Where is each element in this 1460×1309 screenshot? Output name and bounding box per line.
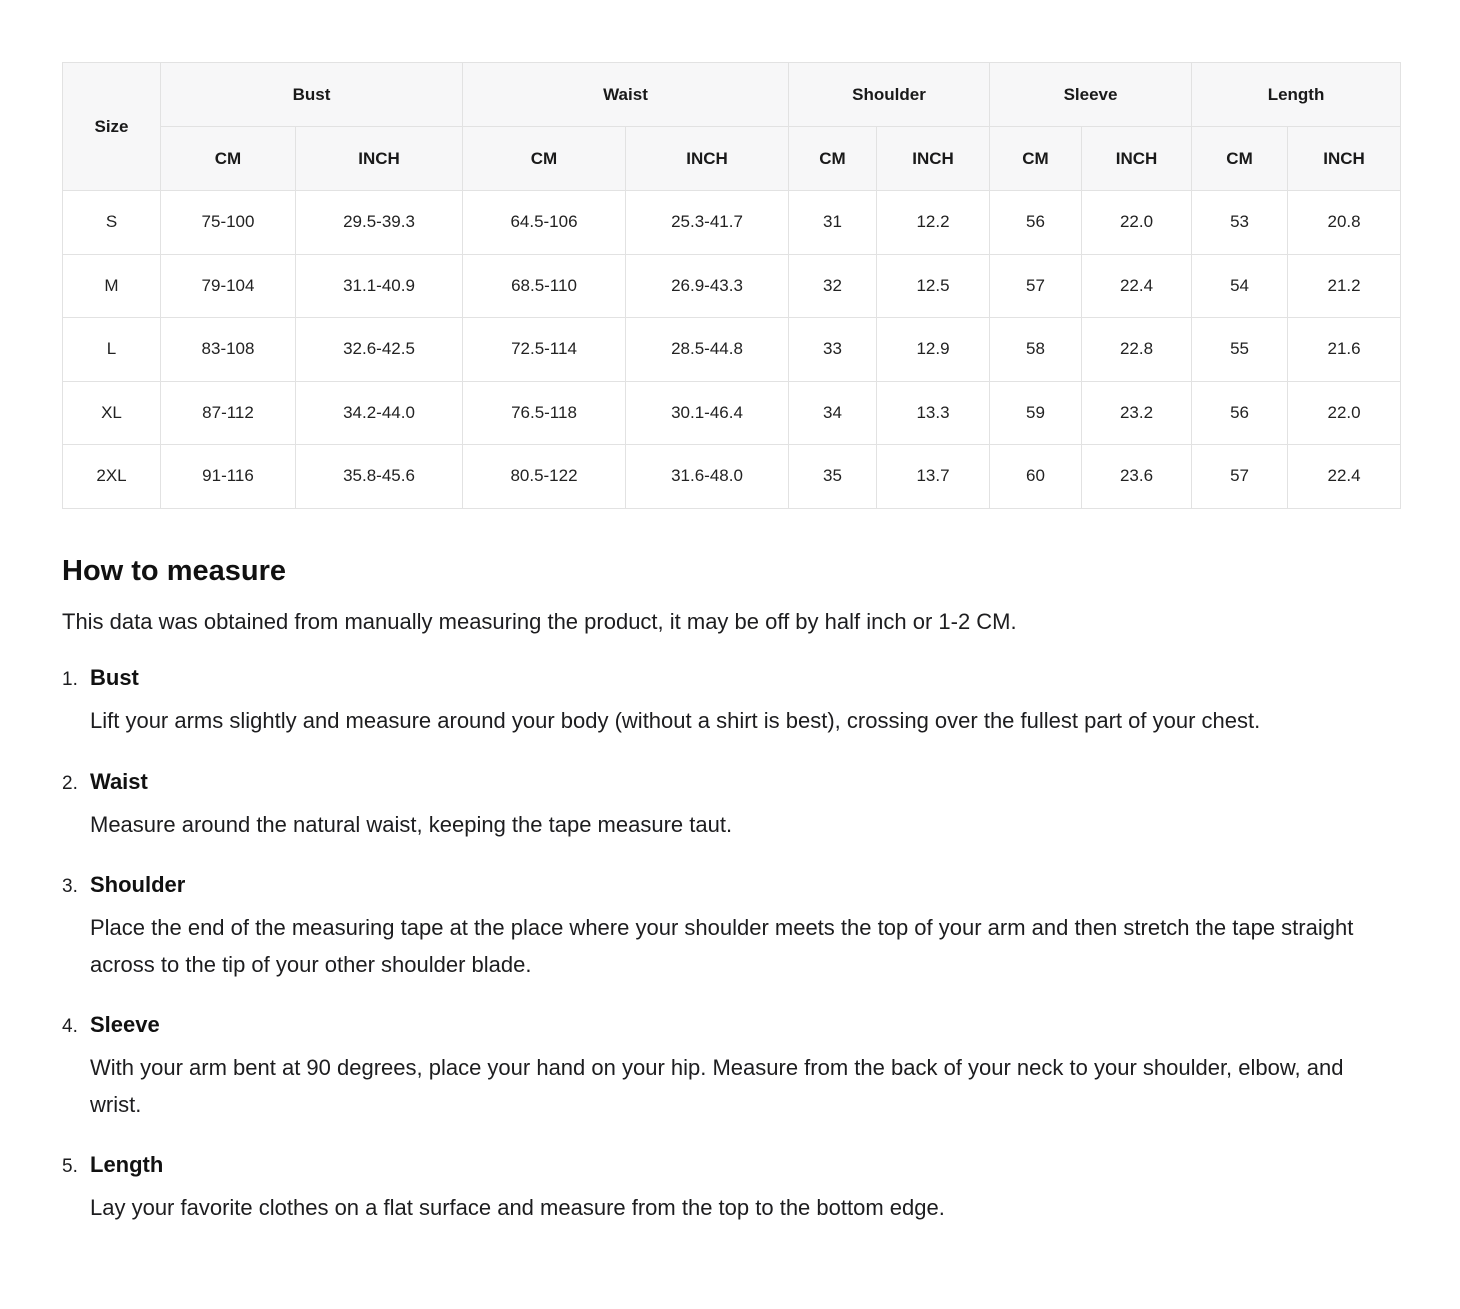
unit-header-cm: CM bbox=[161, 127, 296, 191]
measurement-cell: 29.5-39.3 bbox=[296, 191, 463, 255]
measure-step-sleeve bbox=[62, 1012, 1400, 1123]
measurement-cell: 25.3-41.7 bbox=[626, 191, 789, 255]
step-label: Waist bbox=[90, 768, 148, 794]
measure-step-shoulder bbox=[62, 872, 1400, 983]
step-head bbox=[62, 872, 1400, 898]
size-cell: M bbox=[63, 254, 161, 318]
measurement-cell: 28.5-44.8 bbox=[626, 318, 789, 382]
step-number: 5. bbox=[62, 1156, 78, 1178]
measurement-cell: 75-100 bbox=[161, 191, 296, 255]
size-cell: XL bbox=[63, 381, 161, 445]
measurement-cell: 22.8 bbox=[1082, 318, 1192, 382]
step-number: 4. bbox=[62, 1016, 78, 1038]
measurement-cell: 12.2 bbox=[877, 191, 990, 255]
measurement-cell: 26.9-43.3 bbox=[626, 254, 789, 318]
table-row bbox=[63, 254, 1401, 318]
measurement-cell: 55 bbox=[1192, 318, 1288, 382]
measurement-cell: 21.2 bbox=[1288, 254, 1401, 318]
measurement-cell: 22.0 bbox=[1082, 191, 1192, 255]
measurement-cell: 83-108 bbox=[161, 318, 296, 382]
step-number: 1. bbox=[62, 669, 78, 691]
step-label: Bust bbox=[90, 665, 139, 691]
measurement-cell: 13.3 bbox=[877, 381, 990, 445]
measurement-cell: 56 bbox=[990, 191, 1082, 255]
measure-step-waist bbox=[62, 769, 1400, 844]
size-chart-body bbox=[63, 191, 1401, 509]
unit-header-row bbox=[63, 127, 1401, 191]
measurement-cell: 33 bbox=[789, 318, 877, 382]
step-head bbox=[62, 1152, 1400, 1178]
measurement-cell: 59 bbox=[990, 381, 1082, 445]
how-to-measure-section bbox=[62, 555, 1400, 1227]
measurement-cell: 12.5 bbox=[877, 254, 990, 318]
unit-header-inch: INCH bbox=[1288, 127, 1401, 191]
unit-header-cm: CM bbox=[463, 127, 626, 191]
unit-header-inch: INCH bbox=[1082, 127, 1192, 191]
size-chart-table bbox=[62, 62, 1401, 509]
measurement-cell: 34 bbox=[789, 381, 877, 445]
step-description: Lay your favorite clothes on a flat surface and measure from the top to the bottom edge. bbox=[90, 1195, 945, 1221]
measurement-cell: 34.2-44.0 bbox=[296, 381, 463, 445]
measurement-cell: 72.5-114 bbox=[463, 318, 626, 382]
measure-step-length bbox=[62, 1152, 1400, 1227]
size-cell: 2XL bbox=[63, 445, 161, 509]
step-head bbox=[62, 665, 1400, 691]
column-group-sleeve: Sleeve bbox=[990, 63, 1192, 127]
measurement-cell: 56 bbox=[1192, 381, 1288, 445]
column-group-length: Length bbox=[1192, 63, 1401, 127]
step-description: Lift your arms slightly and measure around your body (without a shirt is best), crossing over the fullest part of your chest. bbox=[90, 708, 1261, 734]
step-label: Length bbox=[90, 1152, 164, 1178]
measurement-cell: 79-104 bbox=[161, 254, 296, 318]
measurement-cell: 80.5-122 bbox=[463, 445, 626, 509]
size-cell: S bbox=[63, 191, 161, 255]
unit-header-inch: INCH bbox=[626, 127, 789, 191]
unit-header-inch: INCH bbox=[877, 127, 990, 191]
measurement-cell: 12.9 bbox=[877, 318, 990, 382]
measurement-cell: 53 bbox=[1192, 191, 1288, 255]
size-cell: L bbox=[63, 318, 161, 382]
measurement-cell: 58 bbox=[990, 318, 1082, 382]
measurement-cell: 35 bbox=[789, 445, 877, 509]
measurement-cell: 13.7 bbox=[877, 445, 990, 509]
measurement-cell: 60 bbox=[990, 445, 1082, 509]
measurement-cell: 64.5-106 bbox=[463, 191, 626, 255]
measurement-cell: 31 bbox=[789, 191, 877, 255]
section-intro: This data was obtained from manually measuring the product, it may be off by half inch or 1-2 CM. bbox=[62, 608, 1017, 634]
measure-step-bust bbox=[62, 665, 1400, 740]
measurement-cell: 57 bbox=[1192, 445, 1288, 509]
measurement-cell: 23.2 bbox=[1082, 381, 1192, 445]
measurement-cell: 54 bbox=[1192, 254, 1288, 318]
size-chart-header bbox=[63, 63, 1401, 191]
step-head bbox=[62, 1012, 1400, 1038]
measurement-cell: 32 bbox=[789, 254, 877, 318]
column-header-size: Size bbox=[63, 63, 161, 191]
section-title: How to measure bbox=[62, 554, 286, 587]
measurement-cell: 35.8-45.6 bbox=[296, 445, 463, 509]
measurement-cell: 31.6-48.0 bbox=[626, 445, 789, 509]
column-group-bust: Bust bbox=[161, 63, 463, 127]
measurement-cell: 22.4 bbox=[1288, 445, 1401, 509]
step-label: Shoulder bbox=[90, 872, 186, 898]
measurement-cell: 31.1-40.9 bbox=[296, 254, 463, 318]
measurement-cell: 76.5-118 bbox=[463, 381, 626, 445]
step-description: With your arm bent at 90 degrees, place your hand on your hip. Measure from the back of your neck to your shoulder, elbow, and wrist. bbox=[90, 1055, 1344, 1117]
column-group-waist: Waist bbox=[463, 63, 789, 127]
step-description: Measure around the natural waist, keeping the tape measure taut. bbox=[90, 811, 733, 837]
measurement-cell: 20.8 bbox=[1288, 191, 1401, 255]
measurement-cell: 87-112 bbox=[161, 381, 296, 445]
step-head bbox=[62, 769, 1400, 795]
table-row bbox=[63, 318, 1401, 382]
measurement-cell: 68.5-110 bbox=[463, 254, 626, 318]
step-number: 3. bbox=[62, 876, 78, 898]
step-description: Place the end of the measuring tape at the place where your shoulder meets the top of your arm and then stretch the tape straight across to the tip of your other shoulder blade. bbox=[90, 915, 1354, 977]
measurement-cell: 23.6 bbox=[1082, 445, 1192, 509]
measurement-cell: 91-116 bbox=[161, 445, 296, 509]
measurement-cell: 57 bbox=[990, 254, 1082, 318]
unit-header-cm: CM bbox=[1192, 127, 1288, 191]
step-number: 2. bbox=[62, 772, 78, 794]
measure-steps-list bbox=[62, 665, 1400, 1227]
table-row bbox=[63, 381, 1401, 445]
table-row bbox=[63, 191, 1401, 255]
group-header-row bbox=[63, 63, 1401, 127]
measurement-cell: 22.0 bbox=[1288, 381, 1401, 445]
unit-header-cm: CM bbox=[990, 127, 1082, 191]
measurement-cell: 30.1-46.4 bbox=[626, 381, 789, 445]
table-row bbox=[63, 445, 1401, 509]
column-group-shoulder: Shoulder bbox=[789, 63, 990, 127]
unit-header-cm: CM bbox=[789, 127, 877, 191]
step-label: Sleeve bbox=[90, 1012, 160, 1038]
measurement-cell: 22.4 bbox=[1082, 254, 1192, 318]
unit-header-inch: INCH bbox=[296, 127, 463, 191]
measurement-cell: 32.6-42.5 bbox=[296, 318, 463, 382]
measurement-cell: 21.6 bbox=[1288, 318, 1401, 382]
